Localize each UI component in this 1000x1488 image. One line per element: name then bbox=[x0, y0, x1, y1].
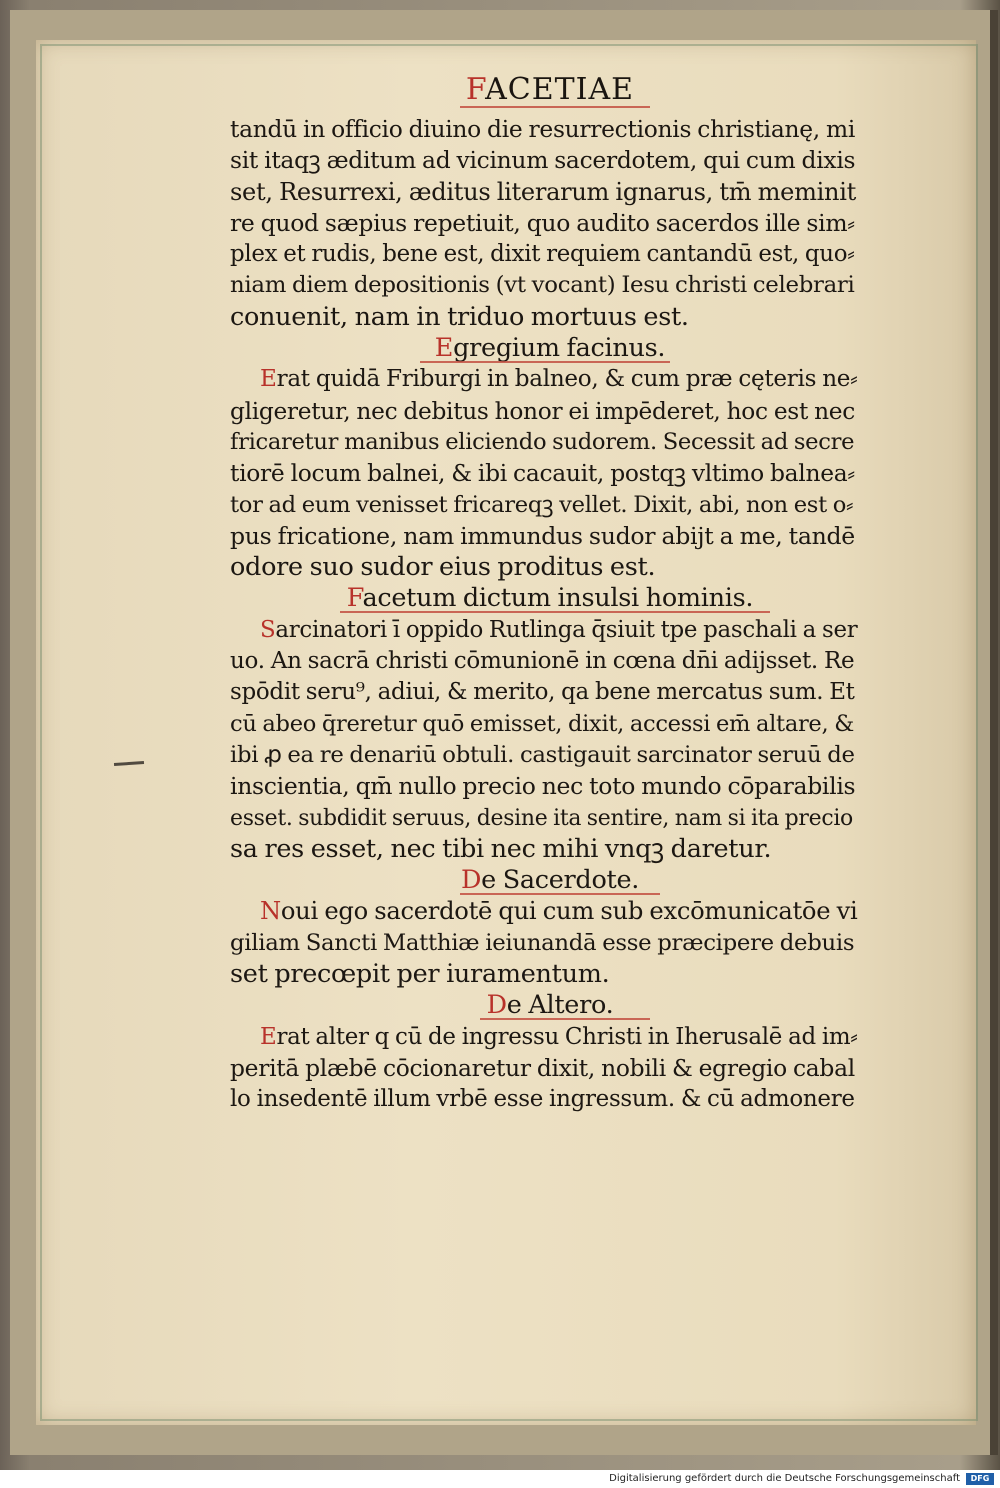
section-heading bbox=[230, 583, 870, 614]
text-line-content: oui ego sacerdotē qui cum sub excōmunicatōe vi bbox=[280, 897, 858, 926]
heading-text: gregium facinus. bbox=[453, 333, 666, 364]
rubric-underline bbox=[460, 893, 660, 895]
paragraph bbox=[230, 615, 870, 865]
paragraph bbox=[230, 114, 870, 333]
text-line: giliam Sancti Matthiæ ieiunandā esse præcipere debuis bbox=[230, 929, 855, 956]
text-line: set, Resurrexi, æditus literarum ignarus, tm̄ meminit bbox=[230, 177, 857, 206]
text-block bbox=[230, 70, 870, 1116]
heading-text: e Altero. bbox=[506, 990, 614, 1021]
text-line: sit itaqꝫ æditum ad vicinum sacerdotem, qui cum dixis bbox=[230, 146, 856, 175]
paragraph-initial: E bbox=[260, 366, 277, 393]
text-line: spōdit seru⁹, adiui, & merito, qa bene mercatus sum. Et bbox=[230, 679, 855, 706]
section-heading bbox=[230, 865, 870, 896]
paragraph bbox=[230, 364, 870, 583]
paragraph bbox=[230, 1022, 870, 1116]
text-line bbox=[230, 1022, 870, 1053]
paragraph-initial: N bbox=[260, 897, 281, 926]
text-line: set precœpit per iuramentum. bbox=[230, 959, 610, 990]
book-page bbox=[36, 40, 976, 1425]
heading-text: e Sacerdote. bbox=[481, 865, 640, 896]
text-line bbox=[230, 364, 870, 395]
text-line: uo. An sacrā christi cōmunionē in cœna dn̄i adijsset. Re bbox=[230, 648, 855, 675]
heading-initial: E bbox=[434, 333, 454, 364]
credit-text: Digitalisierung gefördert durch die Deutsche Forschungsgemeinschaft bbox=[609, 1473, 960, 1484]
text-line: niam diem depositionis (vt vocant) Iesu christi celebrari bbox=[230, 272, 855, 299]
heading-initial: D bbox=[460, 865, 482, 896]
running-title bbox=[230, 70, 870, 110]
text-line: plex et rudis, bene est, dixit requiem cantandū est, quo⸗ bbox=[230, 241, 855, 268]
text-line: odore suo sudor eius proditus est. bbox=[230, 552, 656, 583]
rubric-underline bbox=[420, 361, 670, 363]
text-line: cū abeo q̄reretur quō emisset, dixit, accessi em̄ altare, & bbox=[230, 710, 854, 737]
text-line-content: rat quidā Friburgi in balneo, & cum præ cęteris ne⸗ bbox=[276, 366, 858, 393]
text-line: gligeretur, nec debitus honor ei impēderet, hoc est nec bbox=[230, 397, 855, 425]
section-heading bbox=[230, 990, 870, 1021]
dfg-logo: DFG bbox=[966, 1473, 994, 1485]
text-line bbox=[230, 896, 870, 927]
text-line: tor ad eum venisset fricareqꝫ vellet. Dixit, abi, non est o⸗ bbox=[230, 491, 854, 518]
text-line: peritā plæbē cōcionaretur dixit, nobili & egregio cabal bbox=[230, 1053, 855, 1082]
rubric-underline bbox=[460, 106, 650, 108]
heading-initial: F bbox=[346, 583, 363, 614]
heading-initial: D bbox=[486, 990, 507, 1021]
paragraph-initial: E bbox=[260, 1023, 277, 1050]
running-title-initial: F bbox=[465, 72, 486, 107]
text-line: inscientia, qm̄ nullo precio nec toto mundo cōparabilis bbox=[230, 772, 856, 801]
text-line: tiorē locum balnei, & ibi cacauit, postqꝫ vltimo balnea⸗ bbox=[230, 459, 855, 488]
text-line: pus fricatione, nam immundus sudor abijt a me, tandē bbox=[230, 521, 855, 550]
text-line: fricaretur manibus eliciendo sudorem. Secessit ad secre bbox=[230, 428, 855, 455]
text-line: sa res esset, nec tibi nec mihi vnqꝫ daretur. bbox=[230, 833, 772, 864]
text-line: lo insedentē illum vrbē esse ingressum. & cū admonere bbox=[230, 1086, 855, 1113]
text-line: re quod sæpius repetiuit, quo audito sacerdos ille sim⸗ bbox=[230, 208, 855, 237]
running-title-rest: ACETIAE bbox=[485, 72, 635, 107]
rubric-underline bbox=[340, 611, 770, 613]
text-line bbox=[230, 615, 870, 646]
section-heading bbox=[230, 333, 870, 364]
text-line: conuenit, nam in triduo mortuus est. bbox=[230, 301, 689, 332]
rubric-underline bbox=[480, 1018, 650, 1020]
text-line-content: rat alter q cū de ingressu Christi in Iherusalē ad im⸗ bbox=[276, 1023, 858, 1050]
text-line: ibi ꝓ ea re denariū obtuli. castigauit sarcinator seruū de bbox=[230, 741, 855, 768]
digitization-credit bbox=[0, 1470, 1000, 1488]
text-line-content: arcinatori ī oppido Rutlinga q̄siuit tpe paschali a ser bbox=[275, 616, 858, 643]
paragraph-initial: S bbox=[260, 616, 276, 643]
paragraph bbox=[230, 896, 870, 990]
margin-mark bbox=[114, 761, 144, 766]
heading-text: acetum dictum insulsi hominis. bbox=[362, 583, 754, 614]
text-line: esset. subdidit seruus, desine ita sentire, nam si ita precio bbox=[230, 805, 853, 831]
text-line: tandū in officio diuino die resurrectionis christianę, mi bbox=[230, 115, 856, 143]
